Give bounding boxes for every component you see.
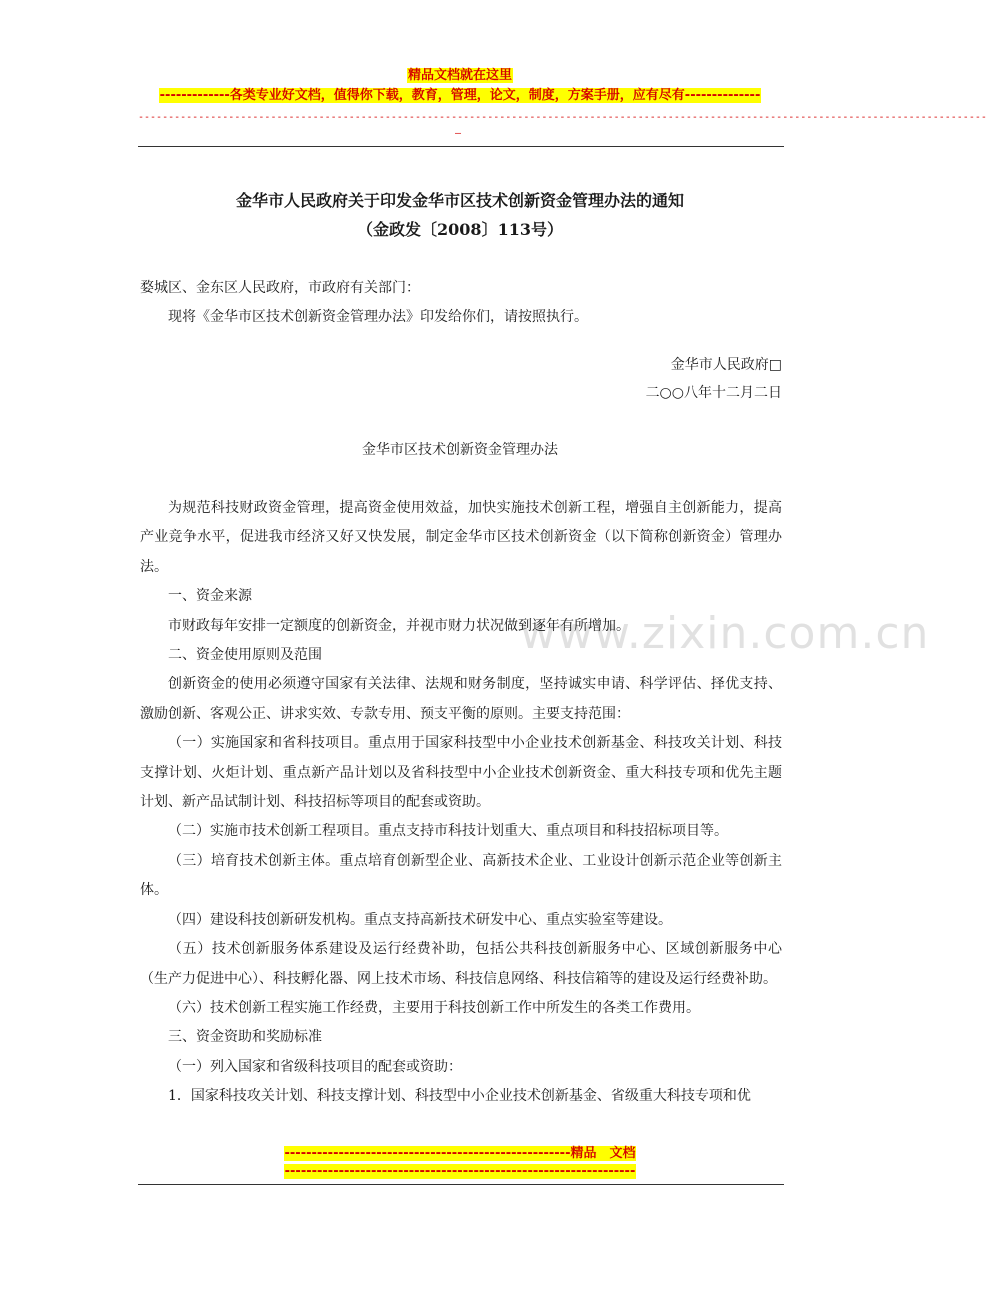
header-banner-title: 精品文档就在这里 [407,68,512,83]
issue-date: 二○○八年十二月二日 [645,385,782,401]
footer-line-2: ----------------------------------------------------------------- [284,1164,636,1179]
document-title: 金华市人民政府关于印发金华市区技术创新资金管理办法的通知 [235,191,684,210]
section-heading: 一、资金来源 [168,588,252,605]
paragraph: 创新资金的使用必须遵守国家有关法律、法规和财务制度，坚持诚实申请、科学评估、择优支持、激励创新、客观公正、讲求实效、专款专用、预支平衡的原则。主要支持范围： [140,676,782,722]
document-number: （金政发〔2008〕113号） [357,220,563,239]
header-rule [138,146,784,147]
paragraph: （四）建设科技创新研发机构。重点支持高新技术研发中心、重点实验室等建设。 [168,911,672,928]
addressee: 婺城区、金东区人民政府，市政府有关部门： [140,280,420,296]
document-body [140,494,782,1112]
header-dash-tail: – [455,128,462,139]
paragraph: 市财政每年安排一定额度的创新资金，并视市财力状况做到逐年有所增加。 [168,617,630,634]
paragraph: （六）技术创新工程实施工作经费，主要用于科技创新工作中所发生的各类工作费用。 [168,999,700,1016]
regulation-title: 金华市区技术创新资金管理办法 [362,442,558,458]
paragraph: 1．国家科技攻关计划、科技支撑计划、科技型中小企业技术创新基金、省级重大科技专项和优 [168,1088,751,1105]
paragraph: （三）培育技术创新主体。重点培育创新型企业、高新技术企业、工业设计创新示范企业等创新主体。 [140,852,782,899]
paragraph: 为规范科技财政资金管理，提高资金使用效益，加快实施技术创新工程，增强自主创新能力，提高产业竞争水平，促进我市经济又好又快发展，制定金华市区技术创新资金（以下简称创新资金）管理办法。 [140,500,782,575]
section-heading: 三、资金资助和奖励标准 [168,1029,322,1046]
paragraph: （一）实施国家和省科技项目。重点用于国家科技型中小企业技术创新基金、科技攻关计划、科技支撑计划、火炬计划、重点新产品计划以及省科技型中小企业技术创新资金、重大科技专项和优先主题计划、新产品试制计划、科技招标等项目的配套或资助。 [140,735,782,811]
header-dash-line: --------------------------------------------------------------------------------------------------------------------------------------------- [138,112,987,123]
paragraph: （五）技术创新服务体系建设及运行经费补助，包括公共科技创新服务中心、区域创新服务中心（生产力促进中心）、科技孵化器、网上技术市场、科技信息网络、科技信箱等的建设及运行经费补助。 [140,941,782,987]
paragraph: （二）实施市技术创新工程项目。重点支持市科技计划重大、重点项目和科技招标项目等。 [168,823,728,840]
footer-rule [138,1184,784,1185]
section-heading: 二、资金使用原则及范围 [168,647,322,664]
notice-text: 现将《金华市区技术创新资金管理办法》印发给你们，请按照执行。 [168,309,588,325]
paragraph: （一）列入国家和省级科技项目的配套或资助： [168,1058,462,1075]
footer-line-1: -----------------------------------------------------精品 文档 [284,1146,636,1161]
header-banner-subtitle: -------------各类专业好文档，值得你下载，教育，管理，论文，制度，方案手册，应有尽有-------------- [159,88,761,103]
watermark: www.zixin.com.cn [520,608,930,659]
signer: 金华市人民政府□ [670,357,782,373]
